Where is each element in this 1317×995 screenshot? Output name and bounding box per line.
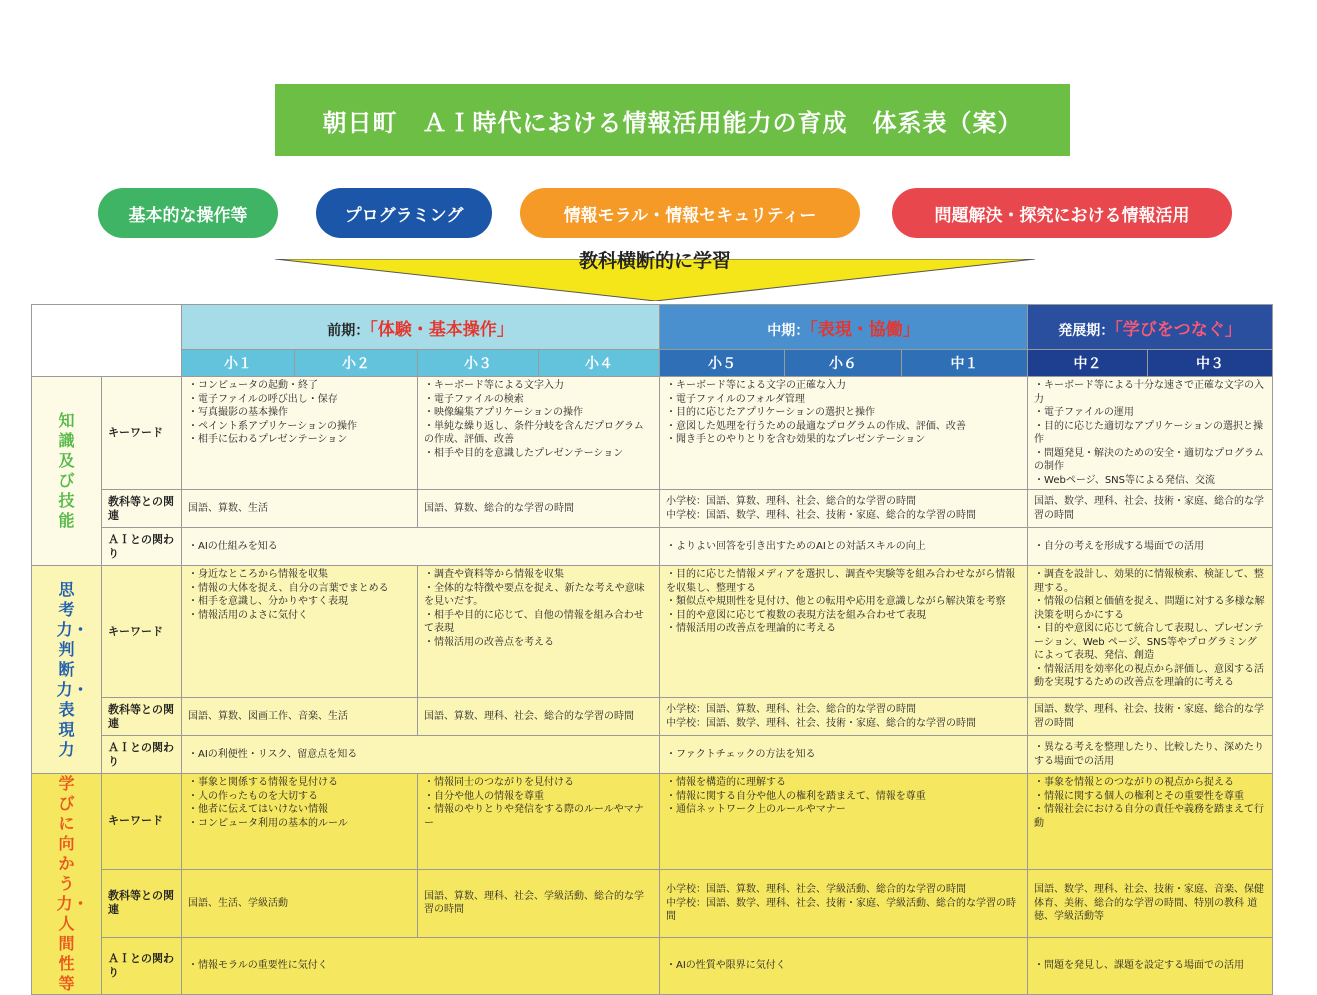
pill-programming: プログラミング <box>316 188 492 238</box>
cell-keyword-mid: ・キーボード等による文字の正確な入力 ・電子ファイルのフォルダ管理 ・目的に応じたアプリケーションの選択と操作 ・意図した処理を行うための最適なプログラムの作成、評価、改善 ・聞き手とのやりとりを含む効果的なプレゼンテーション <box>660 377 1028 490</box>
cell-keyword-early-a: ・コンピュータの起動・終了 ・電子ファイルの呼び出し・保存 ・写真撮影の基本操作 ・ペイント系アプリケーションの操作 ・相手に伝わるプレゼンテーション <box>182 377 418 490</box>
cell-keyword-early-a: ・身近なところから情報を収集 ・情報の大体を捉え、自分の言葉でまとめる ・相手を意識し、分かりやすく表現 ・情報活用のよさに気付く <box>182 566 418 698</box>
category-knowledge-skills: 知識及び技能 <box>32 377 102 566</box>
phase-mid-name: 「表現・協働」 <box>809 319 920 340</box>
competency-table <box>31 304 1273 995</box>
row-label-ai: ＡＩとの関わり <box>102 736 182 774</box>
grade-header: 小２ <box>295 350 418 377</box>
cross-curricular-label: 教科横断的に学習 <box>578 250 731 272</box>
cell-keyword-late: ・事象を情報とのつながりの視点から捉える ・情報に関する個人の権利とその重要性を尊重 ・情報社会における自分の責任や義務を踏まえて行動 <box>1028 774 1273 870</box>
cell-keyword-mid: ・情報を構造的に理解する ・情報に関する自分や他人の権利を踏まえて、情報を尊重 ・通信ネットワーク上のルールやマナー <box>660 774 1028 870</box>
cell-subjects-early-b: 国語、算数、理科、社会、学級活動、総合的な学習の時間 <box>418 869 660 938</box>
row-label-subjects: 教科等との関連 <box>102 698 182 736</box>
cell-ai-late: ・異なる考えを整理したり、比較したり、深めたりする場面での活用 <box>1028 736 1273 774</box>
cell-keyword-late: ・キーボード等による十分な速さで正確な文字の入力 ・電子ファイルの運用 ・目的に応じた適切なアプリケーションの選択と操作 ・問題発見・解決のための安全・適切なプログラムの制作 ・Webページ、SNS等による発信、交流 <box>1028 377 1273 490</box>
grade-header: 中３ <box>1148 350 1273 377</box>
row-label-ai: ＡＩとの関わり <box>102 528 182 566</box>
pill-basic-operation: 基本的な操作等 <box>98 188 278 238</box>
cell-keyword-late: ・調査を設計し、効果的に情報検索、検証して、整理する。 ・情報の信頼と価値を捉え、問題に対する多様な解決策を明らかにする ・目的や意図に応じて統合して表現し、プレゼンテーション、Web ページ、SNS等やプログラミングによって表現、発信、創造 ・情報活用を効率化の視点から評価し、意図する活動を実現するための改善点を理論的に考える <box>1028 566 1273 698</box>
cell-ai-mid: ・ファクトチェックの方法を知る <box>660 736 1028 774</box>
cell-keyword-mid: ・目的に応じた情報メディアを選択し、調査や実験等を組み合わせながら情報を収集し、整理する ・類似点や規則性を見付け、他との転用や応用を意識しながら解決策を考察 ・目的や意図に応じて複数の表現方法を組み合わせて表現 ・情報活用の改善点を理論的に考える <box>660 566 1028 698</box>
cell-ai-late: ・自分の考えを形成する場面での活用 <box>1028 528 1273 566</box>
grade-header: 小５ <box>660 350 785 377</box>
phase-late-prefix: 発展期： <box>1058 322 1115 339</box>
grade-header: 小３ <box>418 350 539 377</box>
cell-ai-mid: ・よりよい回答を引き出すためのAIとの対話スキルの向上 <box>660 528 1028 566</box>
cell-ai-early: ・AIの利便性・リスク、留意点を知る <box>182 736 660 774</box>
cell-ai-late: ・問題を発見し、課題を設定する場面での活用 <box>1028 938 1273 995</box>
page-title: 朝日町 ＡＩ時代における情報活用能力の育成 体系表（案） <box>275 84 1070 156</box>
category-motivation-humanity: 学びに向かう力・人間性等 <box>32 774 102 995</box>
phase-header-early <box>182 305 660 350</box>
grade-header: 小１ <box>182 350 295 377</box>
cell-subjects-late: 国語、数学、理科、社会、技術・家庭、総合的な学習の時間 <box>1028 698 1273 736</box>
row-label-subjects: 教科等との関連 <box>102 869 182 938</box>
pill-information-moral: 情報モラル・情報セキュリティー <box>520 188 860 238</box>
cell-subjects-mid: 小学校：国語、算数、理科、社会、総合的な学習の時間 中学校：国語、数学、理科、社会、技術・家庭、総合的な学習の時間 <box>660 490 1028 528</box>
cell-subjects-early-a: 国語、算数、図画工作、音楽、生活 <box>182 698 418 736</box>
phase-late-name: 「学びをつなぐ」 <box>1114 319 1242 340</box>
cell-subjects-early-a: 国語、生活、学級活動 <box>182 869 418 938</box>
phase-header-late <box>1028 305 1273 350</box>
cell-ai-mid: ・AIの性質や限界に気付く <box>660 938 1028 995</box>
cell-subjects-early-a: 国語、算数、生活 <box>182 490 418 528</box>
row-label-ai: ＡＩとの関わり <box>102 938 182 995</box>
cell-subjects-early-b: 国語、算数、理科、社会、総合的な学習の時間 <box>418 698 660 736</box>
grade-header: 小６ <box>785 350 902 377</box>
category-thinking-judgment-expression: 思考力・判断力・表現力 <box>32 566 102 774</box>
cell-subjects-mid: 小学校：国語、算数、理科、社会、学級活動、総合的な学習の時間 中学校：国語、数学、理科、社会、技術・家庭、学級活動、総合的な学習の時間 <box>660 869 1028 938</box>
corner-cell <box>32 305 182 377</box>
phase-early-name: 「体験・基本操作」 <box>369 319 514 340</box>
cell-keyword-early-b: ・調査や資料等から情報を収集 ・全体的な特徴や要点を捉え、新たな考えや意味を見いだす。 ・相手や目的に応じて、自他の情報を組み合わせて表現 ・情報活用の改善点を考える <box>418 566 660 698</box>
cell-ai-early: ・情報モラルの重要性に気付く <box>182 938 660 995</box>
grade-header: 中２ <box>1028 350 1148 377</box>
cell-subjects-late: 国語、数学、理科、社会、技術・家庭、音楽、保健体育、美術、総合的な学習の時間、特別の教科 道徳、学級活動等 <box>1028 869 1273 938</box>
cell-keyword-early-a: ・事象と関係する情報を見付ける ・人の作ったものを大切する ・他者に伝えてはいけない情報 ・コンピュータ利用の基本的ルール <box>182 774 418 870</box>
cell-subjects-early-b: 国語、算数、総合的な学習の時間 <box>418 490 660 528</box>
phase-header-mid <box>660 305 1028 350</box>
cell-subjects-mid: 小学校：国語、算数、理科、社会、総合的な学習の時間 中学校：国語、数学、理科、社会、技術・家庭、総合的な学習の時間 <box>660 698 1028 736</box>
cell-keyword-early-b: ・情報同士のつながりを見付ける ・自分や他人の情報を尊重 ・情報のやりとりや発信をする際のルールやマナー <box>418 774 660 870</box>
phase-early-prefix: 前期： <box>327 322 370 339</box>
row-label-subjects: 教科等との関連 <box>102 490 182 528</box>
row-label-keyword: キーワード <box>102 566 182 698</box>
pill-problem-solving: 問題解決・探究における情報活用 <box>892 188 1232 238</box>
row-label-keyword: キーワード <box>102 377 182 490</box>
cell-subjects-late: 国語、数学、理科、社会、技術・家庭、総合的な学習の時間 <box>1028 490 1273 528</box>
cell-ai-early: ・AIの仕組みを知る <box>182 528 660 566</box>
grade-header: 中１ <box>902 350 1028 377</box>
row-label-keyword: キーワード <box>102 774 182 870</box>
cell-keyword-early-b: ・キーボード等による文字入力 ・電子ファイルの検索 ・映像編集アプリケーションの操作 ・単純な繰り返し、条件分岐を含んだプログラムの作成、評価、改善 ・相手や目的を意識したプレゼンテーション <box>418 377 660 490</box>
grade-header: 小４ <box>539 350 660 377</box>
phase-mid-prefix: 中期： <box>767 322 810 339</box>
